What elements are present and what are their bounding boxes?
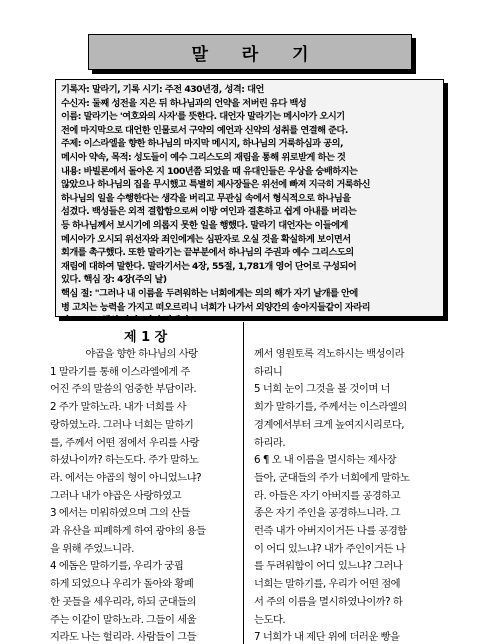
intro-line: 이름: 말라기는 '여호와의 사자'를 뜻한다. 대언자 말라기는 메시아가 오시기 [61,111,345,123]
verse-line: 런즉 내가 아버지이거든 나를 공경함 [254,525,407,538]
verse-line: 2 주가 말하노라. 내가 너희를 사 [50,401,187,414]
verse-line: 하셨나이까? 하는도다. 주가 말하노 [50,454,199,467]
verse-line: 과 유산을 피폐하게 하여 광야의 용들 [50,525,206,538]
left-text-column [50,346,233,642]
verse-line: 라. 아들은 자기 아버지를 공경하고 [254,489,401,502]
intro-line: 내용: 바빌론에서 돌아온 지 100년쯤 되었을 때 유대인들은 우상을 숭배하지는 [61,165,358,177]
verse-line: 4 에돔은 말하기를, 우리가 궁핍 [50,560,184,573]
verse-line: 들아, 군대들의 주가 너희에게 말하노 [254,471,410,484]
verse-line: 을 위해 주었느니라. [50,542,134,555]
intro-line: 핵심 절: "그러나 내 이름을 두려워하는 너희에게는 의의 해가 자기 날개를 안에 [61,287,358,299]
verse-line: 하게 되었으나 우리가 돌아와 황폐 [50,578,194,591]
intro-line: 않았으나 하나님의 집을 무시했고 특별히 제사장들은 위선에 빠져 지극히 거룩하신 [61,179,371,191]
verse-line: 하리니 [254,365,283,378]
verse-line: 서 주의 이름을 멸시하였나이까? 하 [254,595,403,608]
intro-line: 수신자: 둘째 성전을 지은 뒤 하나님과의 언약을 저버린 유다 백성 [61,97,307,109]
intro-line: 메시아 약속, 목적: 성도들이 예수 그리스도의 재림을 통해 위로받게 하는 것 [61,151,346,163]
book-title-box [88,34,412,70]
verse-line: 5 너희 눈이 그것을 볼 것이며 너 [254,383,391,396]
verse-line: 6 ¶ 오 내 이름을 멸시하는 제사장 [254,454,397,467]
intro-line [61,314,438,317]
verse-line: 너희는 말하기를, 우리가 어떤 점에 [254,578,401,591]
book-title: 말 라 기 [191,44,323,65]
verse-line: 한 곳들을 세우리라, 하되 군대들의 [50,595,197,608]
intro-line: 등 하나님께서 보시기에 의롭지 못한 일을 행했다. 말라기 대언자는 이들에게 [61,219,348,231]
verse-line: 를, 주께서 어떤 점에서 우리를 사랑 [50,436,199,449]
intro-line: 있다. 핵심 장: 4장(주의 날) [61,274,167,286]
verse-line: 희가 말하기를, 주께서는 이스라엘의 [254,401,407,414]
verse-line: 랑하였노라. 그러나 너희는 말하기 [50,418,194,431]
verse-line: 어진 주의 말씀의 엄중한 부담이라. [50,383,197,396]
verse-line: 는도다. [254,613,286,626]
section-heading: 야곱을 향한 하나님의 사랑 [85,348,198,360]
verse-line: 라. 에서는 야곱의 형이 아니었느냐? [50,471,202,484]
verse-line: 종은 자기 주인을 공경하느니라. 그 [254,507,401,520]
verse-line: 를 두려워함이 어디 있느냐? 그러나 [254,560,403,573]
verse-line: 7 너희가 내 제단 위에 더러운 빵을 [254,631,400,642]
verse-line: 이 어디 있느냐? 내가 주인이거든 나 [254,542,406,555]
verse-line: 하리라. [254,436,286,449]
book-introduction-box [55,79,444,317]
verse-line: 지라도 나는 헐리라. 사람들이 그들 [50,631,197,642]
intro-line: 메시아가 오시되 위선자와 죄인에게는 심판자로 오실 것을 확실하게 보이면서 [61,233,351,245]
column-divider [243,322,244,644]
intro-line: 회개를 촉구했다. 또한 말라기는 끝부분에서 하나님의 주권과 예수 그리스도의 [61,247,354,259]
intro-line: 병 고치는 능력을 가지고 떠오르리니 너희가 나가서 외양간의 송아지들같이 자라리 [61,301,371,313]
intro-line: 재림에 대하여 말한다. 말라기서는 4장, 55절, 1,781개 영어 단어로 구성되어 [61,260,357,272]
chapter-heading: 제 1 장 [124,330,168,345]
verse-line: 주는 이같이 말하노라. 그들이 세울 [50,613,197,626]
right-text-column [254,346,442,642]
intro-line: 섬겼다. 백성들은 외적 결합함으로써 이방 여인과 결혼하고 쉽게 아내를 버리는 [61,206,357,218]
intro-line: 전에 마지막으로 대언한 인물로서 구약의 예언과 신약의 성취를 연결해 준다. [61,124,348,136]
verse-line: 1 말라기를 통해 이스라엘에게 주 [50,365,190,378]
intro-line: 기록자: 말라기, 기록 시기: 주전 430년경, 성격: 대언 [61,84,264,95]
intro-line: 하나님의 일을 수행한다는 생각을 버리고 무관심 속에서 형식적으로 하나님을 [61,192,351,204]
verse-line: 3 에서는 미워하였으며 그의 산들 [50,507,190,520]
verse-line: 경계에서부터 크게 높여지시리로다, [254,418,405,431]
verse-line: 그러나 내가 야곱은 사랑하였고 [50,489,182,502]
verse-line: 께서 영원토록 격노하시는 백성이라 [254,348,405,360]
intro-line: 주제: 이스라엘을 향한 하나님의 마지막 메시지, 하나님의 거룩하심과 공의, [61,138,343,150]
